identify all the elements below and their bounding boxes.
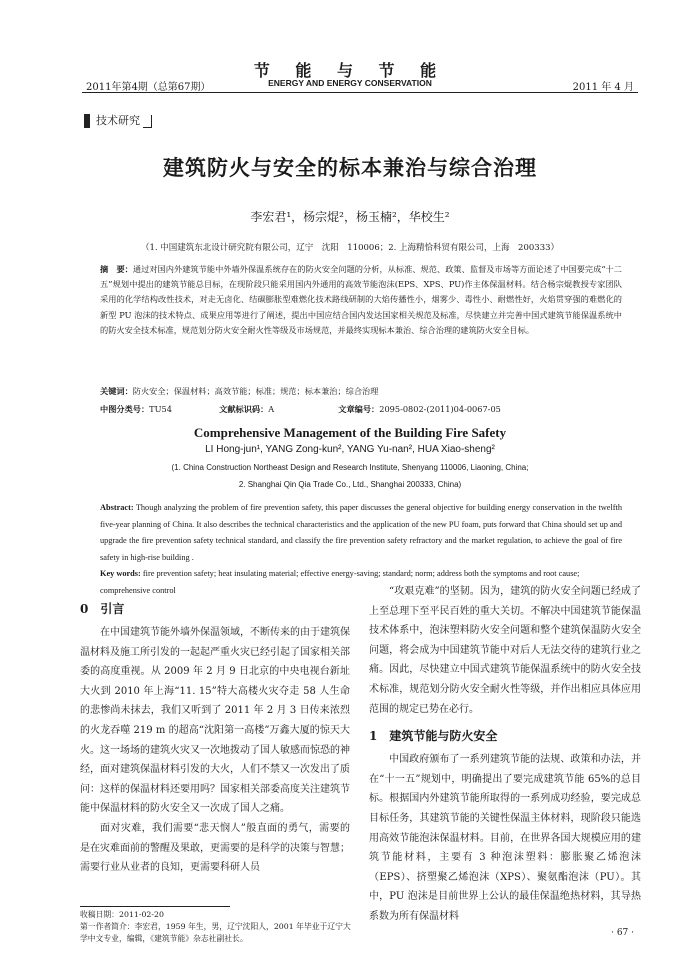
section-tag [84, 112, 152, 128]
abstract-cn-label: 摘 要： [100, 264, 133, 274]
keywords-cn-label: 关键词： [100, 386, 133, 396]
section-1-heading: 1 建筑节能与防火安全 [369, 729, 498, 744]
right-paragraph-0: “攻艰克难”的坚韧。因为，建筑的防火安全问题已经成了上至总理下至平民百姓的重大关切。不解决中国建筑节能保温技术体系中，泡沫塑料防火安全问题和整个建筑保温防火安全问题，将会成为中国建筑节能中对后人无法交待的建筑行业之痛。因此，尽快建立中国式建筑节能保温系统中的防火安全技术标准，规范划分防火安全耐火性等级，并作出相应具体应用范围的规定已势在必行。 [369, 586, 641, 715]
authors-en: LI Hong-jun¹, YANG Zong-kun², YANG Yu-nan², HUA Xiao-sheng² [205, 444, 495, 455]
paper-title-cn: 建筑防火与安全的标本兼治与综合治理 [163, 155, 537, 180]
issue-date: 2011 年 4 月 [572, 82, 634, 93]
abstract-en-text: Though analyzing the problem of fire prevention safety, this paper discusses the general objective for building energy conservation in the twelfth five-year planning of China. It also describes the technical characteristics and the application of the new PU foam, puts forward that China should set up and upgrade the fire prevention safety technical standard, and classify the fire prevention safety refractory and the market regulation, to achieve the goal of fire safety in high-rise building . [100, 503, 622, 562]
section-0-paragraph-1: 在中国建筑节能外墙外保温领域，不断传来的由于建筑保温材料及施工所引发的一起起严重火灾已经引起了国家相关部委的高度重视。从 2009 年 2 月 9 日北京的中央电视台新址大火到 2010 年上海“11. 15”特大高楼火灾夺走 58 人生命的悲惨尚未抹去，我们又听到了 2011 年 2 月 3 日传来浓烈的火龙吞噬 219 m 的超高“沈阳第一高楼”万鑫大厦的惊天大火。这一场场的建筑火灾又一次地拨动了国人敏感而惊恐的神经，面对建筑保温材料引发的大火，人们不禁又一次发出了质问：这样的保温材料还要用吗？国家相关部委高度关注建筑节能中保温材料的防火安全又一次成了国人之痛。 [80, 627, 350, 815]
article-no-value: 2095-0802-(2011)04-0067-05 [379, 404, 501, 414]
section-0-heading: 0 引言 [80, 602, 125, 616]
affiliation-cn: （1. 中国建筑东北设计研究院有限公司，辽宁 沈阳 110006；2. 上海精恰科贸有限公司，上海 200333） [140, 243, 560, 253]
article-no-label: 文章编号： [338, 404, 380, 414]
journal-name-cn: 节 能 与 节 能 [253, 61, 447, 80]
doc-code-label: 文献标识码： [219, 404, 269, 414]
clc-label: 中图分类号： [100, 404, 150, 414]
clc-value: TU54 [149, 404, 172, 414]
footnote-received: 收稿日期：2011-02-20 [80, 910, 164, 919]
section-marker-icon [84, 114, 90, 128]
section-1-paragraph-1: 中国政府颁布了一系列建筑节能的法规、政策和办法，并在“十一五”规划中，明确提出了要完成建筑节能 65%的总目标。根据国内外建筑节能所取得的一系列成功经验，要完成总目标任务，其建筑节能的关键性保温主体材料，现阶段只能选用高效节能泡沫保温材料。目前，在世界各国大规模应用的建筑节能材料，主要有 3 种泡沫塑料：膨胀聚乙烯泡沫（EPS）、挤塑聚乙烯泡沫（XPS）、聚氨酯泡沫（PU）。其中，PU 泡沫是目前世界上公认的最佳保温绝热材料，其导热系数为所有保温材料 [369, 754, 641, 922]
authors-cn: 李宏君¹，杨宗焜²，杨玉楠²，华校生² [250, 210, 450, 224]
header-rule [82, 92, 638, 93]
paper-title-en: Comprehensive Management of the Building Fire Safety [193, 425, 507, 440]
footnote-rule [80, 906, 230, 907]
journal-name-en: ENERGY AND ENERGY CONSERVATION [268, 78, 432, 88]
affiliation-en-2: 2. Shanghai Qin Qia Trade Co., Ltd., Shanghai 200333, China) [238, 480, 462, 489]
left-column [80, 600, 350, 878]
affiliation-en-1: (1. China Construction Northeast Design and Research Institute, Shenyang 110006, Liaoning, China; [171, 463, 529, 472]
section-tag-label: 技术研究 [96, 114, 140, 127]
footnote-author: 第一作者简介：李宏君，1959 年生，男，辽宁沈阳人，2001 年毕业于辽宁大学中文专业，编辑，《建筑节能》杂志社副社长。 [80, 922, 351, 943]
keywords-cn-text: 防火安全；保温材料；高效节能；标准；规范；标本兼治；综合治理 [132, 386, 379, 396]
abstract-cn [100, 262, 622, 338]
section-0-paragraph-2: 面对灾难，我们需要“悲天悯人”般直面的勇气，需要的是在灾难面前的警醒及果敢，更需要的是科学的决策与智慧；需要行业从业者的良知，更需要科研人员 [80, 822, 350, 874]
doc-code-value: A [268, 404, 275, 414]
abstract-en-label: Abstract: [100, 503, 134, 512]
right-column [369, 582, 641, 927]
keywords-cn [100, 386, 622, 397]
abstract-cn-text: 通过对国内外建筑节能中外墙外保温系统存在的防火安全问题的分析，从标准、规范、政策、监督及市场等方面论述了中国要完成“十二五”规划中提出的建筑节能总目标，在现阶段只能采用国内外通用的高效节能泡沫(EPS、XPS、PU)作主体保温材料。结合杨宗焜教授专家团队采用的化学结构改性技术，对走无卤化、结碳膨胀型难燃化技术路线研制的大焰传播性小，烟雾少、毒性小、耐燃性好，火焰贯穿强的难燃化的新型 PU 泡沫的技术特点、成果应用等进行了阐述，提出中国应结合国内发达国家相关规范及标准，尽快建立并完善中国式建筑节能保温系统中的防火安全技术标准，规范划分防火安全耐火性等级及市场规范，并最终实现标本兼治、综合治理的建筑防火安全目标。 [100, 264, 622, 335]
keywords-en-text: fire prevention safety; heat insulating material; effective energy-saving; standard; norm; address both the symptoms and root cause; comprehensive control [100, 569, 580, 595]
issue-info: 2011年第4期（总第67期） [86, 82, 211, 93]
corner-bracket-icon [143, 115, 152, 128]
page-number: · 67 · [611, 928, 634, 938]
keywords-en-label: Key words: [100, 569, 141, 578]
abstract-en [100, 500, 622, 566]
classification-line [100, 404, 622, 415]
